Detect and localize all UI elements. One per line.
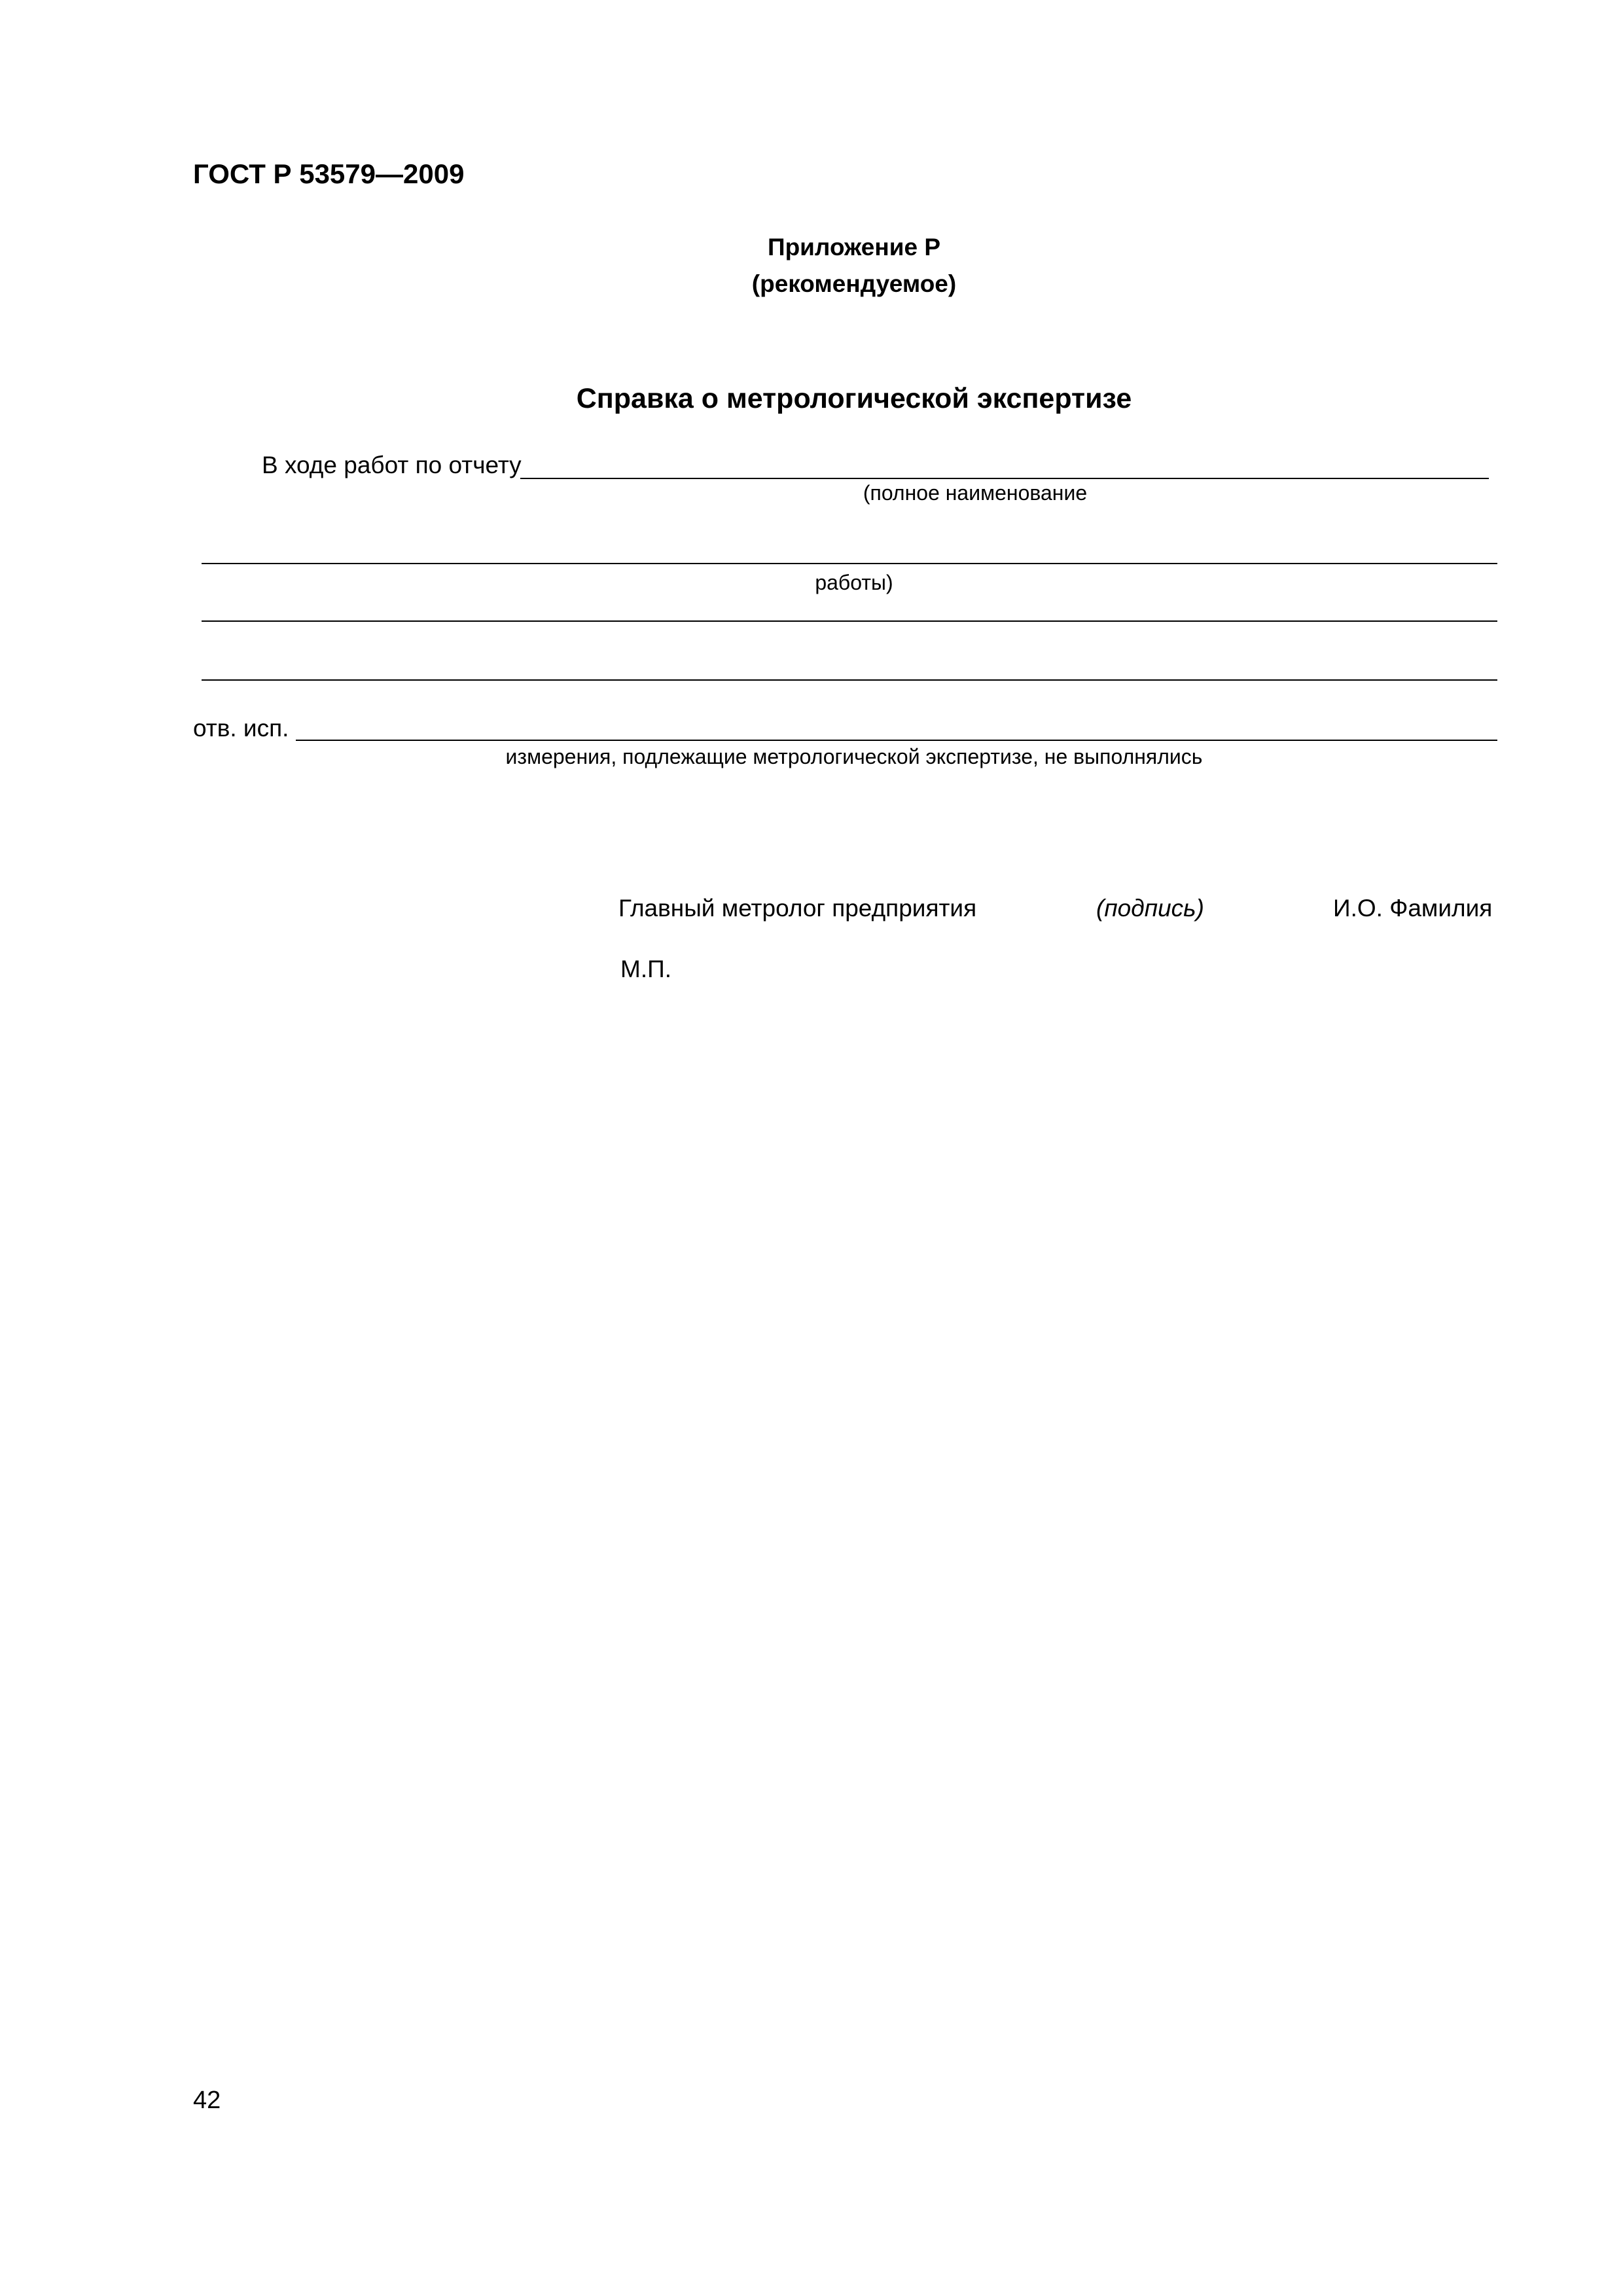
signature-placeholder: (подпись): [1096, 895, 1204, 922]
executor-prefix: отв. исп.: [193, 715, 289, 742]
stamp-placeholder: М.П.: [620, 956, 671, 982]
executor-line: [296, 740, 1497, 741]
page-number: 42: [193, 2087, 221, 2114]
form-title: Справка о метрологической экспертизе: [576, 383, 1132, 414]
appendix-status: (рекомендуемое): [751, 270, 957, 297]
document-header: ГОСТ Р 53579—2009: [193, 158, 465, 189]
blank-line-1: [202, 620, 1497, 622]
caption-work: работы): [815, 571, 893, 594]
appendix-label: Приложение Р: [767, 234, 941, 260]
caption-full-name: (полное наименование: [863, 481, 1088, 505]
signer-position: Главный метролог предприятия: [618, 895, 977, 922]
report-name-line: [520, 478, 1489, 479]
report-prefix: В ходе работ по отчету: [262, 452, 522, 478]
report-name-line-2: [202, 563, 1497, 564]
blank-line-2: [202, 679, 1497, 681]
signer-name: И.О. Фамилия: [1333, 895, 1493, 922]
caption-measurements: измерения, подлежащие метрологической экспертизе, не выполнялись: [505, 745, 1203, 768]
